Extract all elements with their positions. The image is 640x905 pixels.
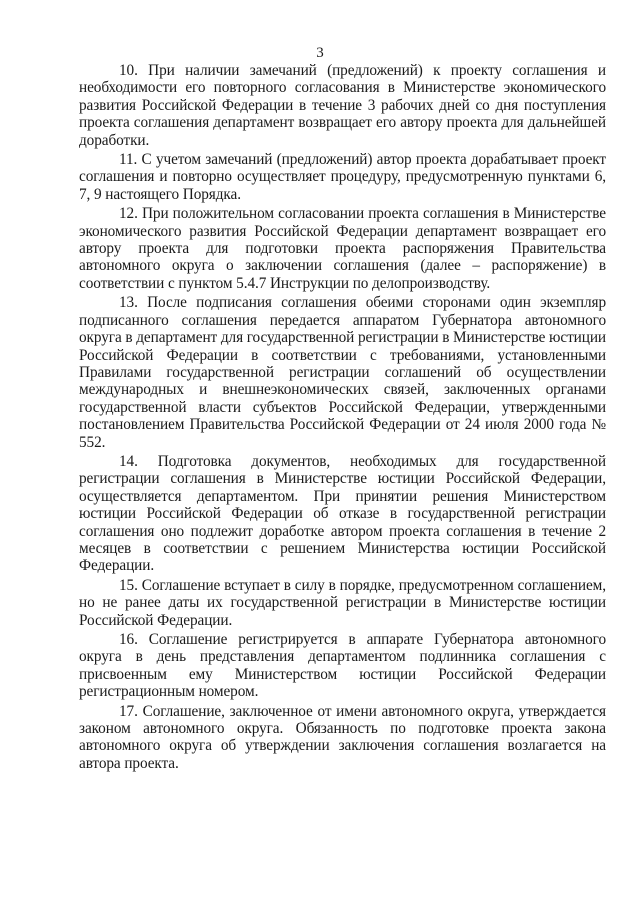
paragraph-15: 15. Соглашение вступает в силу в порядке, предусмотренном соглашением, но не ранее даты их государственной регистрации в Министерстве юстиции Российской Федерации. — [79, 576, 606, 629]
paragraph-10: 10. При наличии замечаний (предложений) к проекту соглашения и необходимости его повторного согласования в Министерстве экономического развития Российской Федерации в течение 3 рабочих дней со дня поступления проекта соглашения департамент возвращает его автору проекта для дальнейшей доработки. — [79, 62, 606, 149]
page-number: 3 — [316, 45, 324, 61]
paragraph-11: 11. С учетом замечаний (предложений) автор проекта дорабатывает проект соглашения и повторно осуществляет процедуру, предусмотренную пунктами 6, 7, 9 настоящего Порядка. — [79, 151, 606, 203]
document-body — [79, 62, 606, 774]
paragraph-16: 16. Соглашение регистрируется в аппарате Губернатора автономного округа в день представления департаментом подлинника соглашения с присвоенным ему Министерством юстиции Российской Федерации регистрационным номером. — [79, 631, 606, 701]
paragraph-17: 17. Соглашение, заключенное от имени автономного округа, утверждается законом автономного округа. Обязанность по подготовке проекта закона автономного округа об утверждении заключения соглашения возлагается на автора проекта. — [79, 702, 606, 772]
paragraph-13: 13. После подписания соглашения обеими сторонами один экземпляр подписанного соглашения передается аппаратом Губернатора автономного округа в департамент для государственной регистрации в Министерстве юстиции Российской Федерации в соответствии с требованиями, установленными Правилами государственной регистрации соглашений об осуществлении международных и внешнеэкономических связей, заключенных органами государственной власти субъектов Российской Федерации, утвержденными постановлением Правительства Российской Федерации от 24 июля 2000 года № 552. — [79, 294, 606, 451]
paragraph-12: 12. При положительном согласовании проекта соглашения в Министерстве экономического развития Российской Федерации департамент возвращает его автору проекта для подготовки проекта распоряжения Правительства автономного округа о заключении соглашения (далее – распоряжение) в соответствии с пунктом 5.4.7 Инструкции по делопроизводству. — [79, 205, 606, 292]
paragraph-14: 14. Подготовка документов, необходимых для государственной регистрации соглашения в Министерстве юстиции Российской Федерации, осуществляется департаментом. При принятии решения Министерством юстиции Российской Федерации об отказе в государственной регистрации соглашения оно подлежит доработке автором проекта соглашения в течение 2 месяцев в соответствии с решением Министерства юстиции Российской Федерации. — [79, 452, 606, 575]
